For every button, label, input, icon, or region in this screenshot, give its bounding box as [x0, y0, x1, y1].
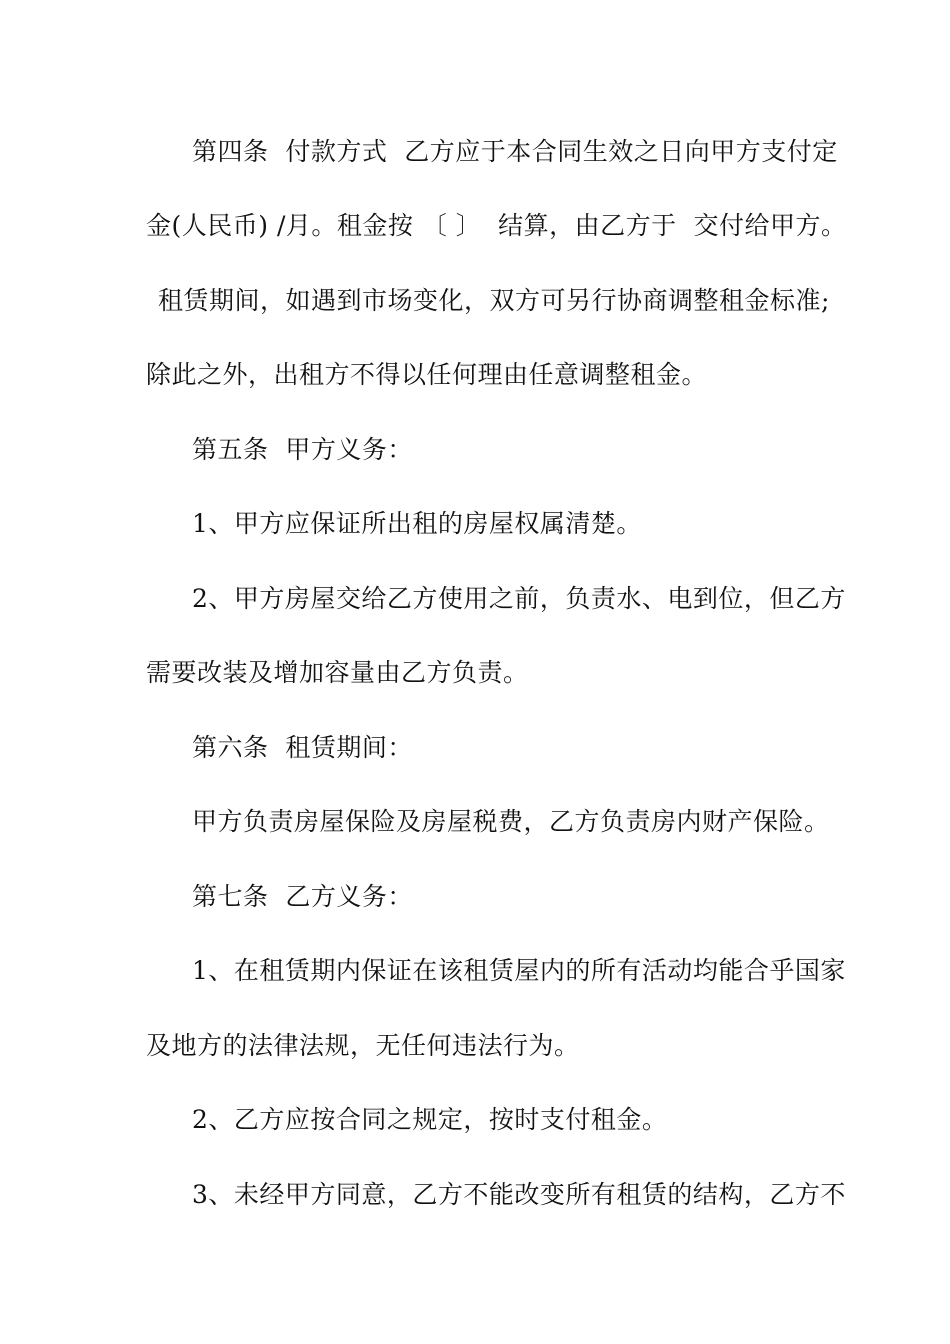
article-4-line-3: 租赁期间，如遇到市场变化，双方可另行协商调整租金标准; — [158, 286, 830, 315]
article-7-heading: 第七条 乙方义务： — [192, 882, 413, 911]
article-7-item-1-line-2: 及地方的法律法规，无任何违法行为。 — [146, 1031, 580, 1060]
article-7-item-3-line-1: 3、未经甲方同意，乙方不能改变所有租赁的结构，乙方不 — [192, 1180, 846, 1209]
article-4-line-4: 除此之外，出租方不得以任何理由任意调整租金。 — [146, 360, 708, 389]
article-7-item-2: 2、乙方应按合同之规定，按时支付租金。 — [192, 1105, 668, 1134]
article-7-item-1-line-1: 1、在租赁期内保证在该租赁屋内的所有活动均能合乎国家 — [192, 956, 846, 985]
article-5-item-2-line-1: 2、甲方房屋交给乙方使用之前，负责水、电到位，但乙方 — [192, 584, 846, 613]
article-6-heading: 第六条 租赁期间： — [192, 733, 413, 762]
article-5-item-2-line-2: 需要改装及增加容量由乙方负责。 — [146, 658, 529, 687]
article-4-line-2: 金(人民币) /月。租金按 〔 〕 结算，由乙方于 交付给甲方。 — [146, 211, 847, 240]
article-5-item-1: 1、甲方应保证所出租的房屋权属清楚。 — [192, 509, 642, 538]
article-5-heading: 第五条 甲方义务： — [192, 435, 413, 464]
article-4-line-1: 第四条 付款方式 乙方应于本合同生效之日向甲方支付定 — [192, 137, 838, 166]
article-6-body: 甲方负责房屋保险及房屋税费，乙方负责房内财产保险。 — [192, 807, 830, 836]
